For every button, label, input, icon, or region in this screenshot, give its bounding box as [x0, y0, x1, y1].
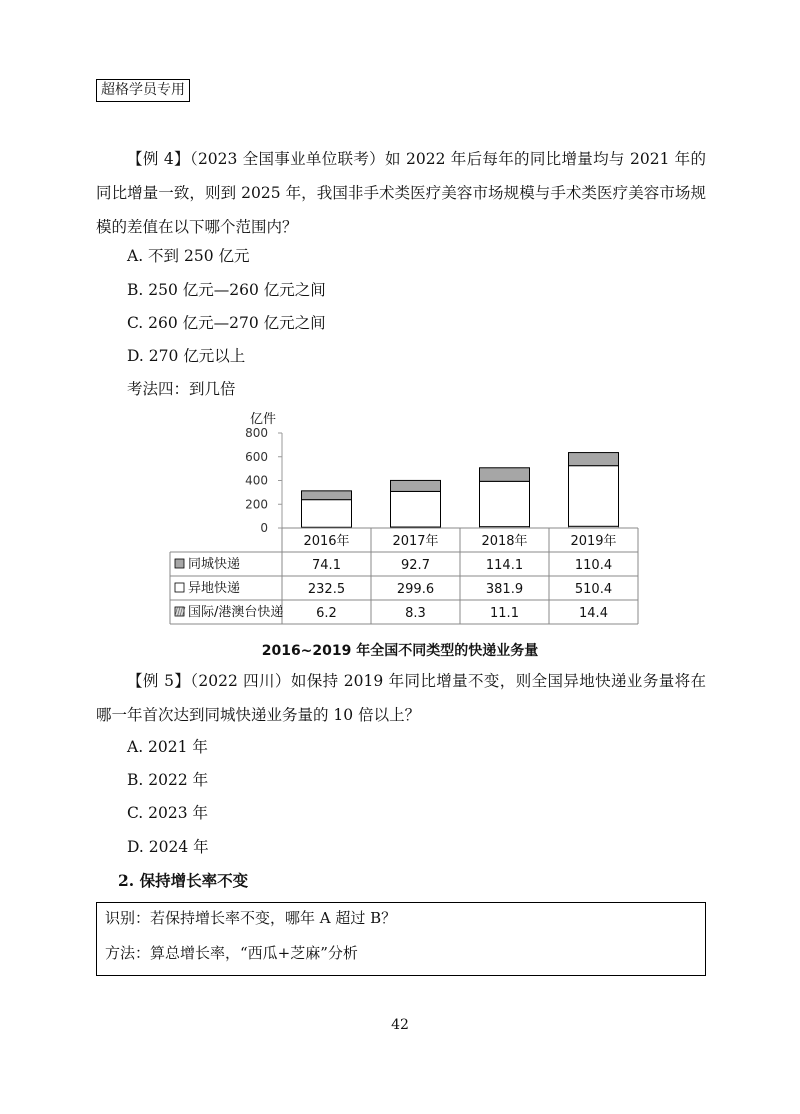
- example-5-option-b: B. 2022 年: [127, 771, 209, 789]
- x-category-label: 2016年: [303, 534, 350, 549]
- bar-inter-city: [480, 481, 530, 526]
- bar-inter-city: [391, 491, 441, 527]
- example-4-option-d: D. 270 亿元以上: [127, 347, 246, 365]
- bar-group: [302, 453, 619, 528]
- y-unit-label: 亿件: [250, 412, 277, 427]
- bar-same-city: [302, 491, 352, 500]
- example-5-question: 【例 5】（2022 四川）如保持 2019 年同比增量不变，则全国异地快递业务量将在哪一年首次达到同城快递业务量的 10 倍以上？: [96, 672, 706, 724]
- method-box: [96, 902, 706, 976]
- watermark-stamp: 超格学员专用: [96, 79, 190, 102]
- chart-title: 2016~2019 年全国不同类型的快递业务量: [261, 643, 539, 659]
- y-tick-label: 600: [245, 449, 268, 464]
- page-number: 42: [391, 1017, 409, 1033]
- data-cell: 232.5: [307, 582, 346, 597]
- method-box-identify: 识别：若保持增长率不变，哪年 A 超过 B？: [105, 909, 397, 927]
- legend-label: 国际/港澳台快递: [188, 605, 284, 620]
- y-tick-label: 400: [245, 473, 268, 488]
- example-4-option-c: C. 260 亿元—270 亿元之间: [127, 314, 326, 332]
- data-cell: 14.4: [579, 606, 608, 621]
- x-category-label: 2019年: [570, 534, 617, 549]
- data-cell: 381.9: [485, 582, 524, 597]
- bar-inter-city: [569, 466, 619, 527]
- section-label: 考法四：到几倍: [127, 380, 236, 398]
- bar-inter-city: [302, 500, 352, 528]
- legend-label: 同城快递: [188, 557, 241, 572]
- example-5-option-c: C. 2023 年: [127, 804, 209, 822]
- legend-swatch: [175, 583, 184, 592]
- data-cell: 8.3: [405, 606, 426, 621]
- data-table: [170, 528, 638, 624]
- bar-same-city: [391, 480, 441, 491]
- example-5-option-a: A. 2021 年: [127, 738, 208, 756]
- legend-swatch: [175, 559, 184, 568]
- example-5-option-d: D. 2024 年: [127, 838, 209, 856]
- data-cell: 114.1: [485, 558, 524, 573]
- y-tick-label: 800: [245, 426, 268, 440]
- express-volume-chart: [160, 405, 640, 633]
- x-category-label: 2017年: [392, 534, 439, 549]
- example-4-option-a: A. 不到 250 亿元: [127, 247, 250, 265]
- data-cell: 110.4: [574, 558, 613, 573]
- y-tick-label: 200: [245, 497, 268, 512]
- y-tick-label: 0: [260, 521, 268, 535]
- data-cell: 510.4: [574, 582, 613, 597]
- y-axis-ticks: [245, 426, 282, 535]
- x-category-label: 2018年: [481, 534, 528, 549]
- section-2-heading: 2. 保持增长率不变: [118, 871, 249, 890]
- data-cell: 11.1: [490, 606, 519, 621]
- example-4-question: 【例 4】（2023 全国事业单位联考）如 2022 年后每年的同比增量均与 2021 年的同比增量一致，则到 2025 年，我国非手术类医疗美容市场规模与手术类医疗美容市场规模的差值在以下哪个范围内？: [96, 150, 706, 236]
- data-cell: 74.1: [312, 558, 341, 573]
- legend-label: 异地快递: [188, 581, 241, 596]
- method-box-method: 方法：算总增长率，“西瓜+芝麻”分析: [105, 944, 358, 962]
- example-4-option-b: B. 250 亿元—260 亿元之间: [127, 281, 326, 299]
- data-cell: 299.6: [396, 582, 435, 597]
- data-cell: 6.2: [316, 606, 337, 621]
- bar-same-city: [480, 468, 530, 482]
- bar-same-city: [569, 453, 619, 466]
- data-cell: 92.7: [401, 558, 430, 573]
